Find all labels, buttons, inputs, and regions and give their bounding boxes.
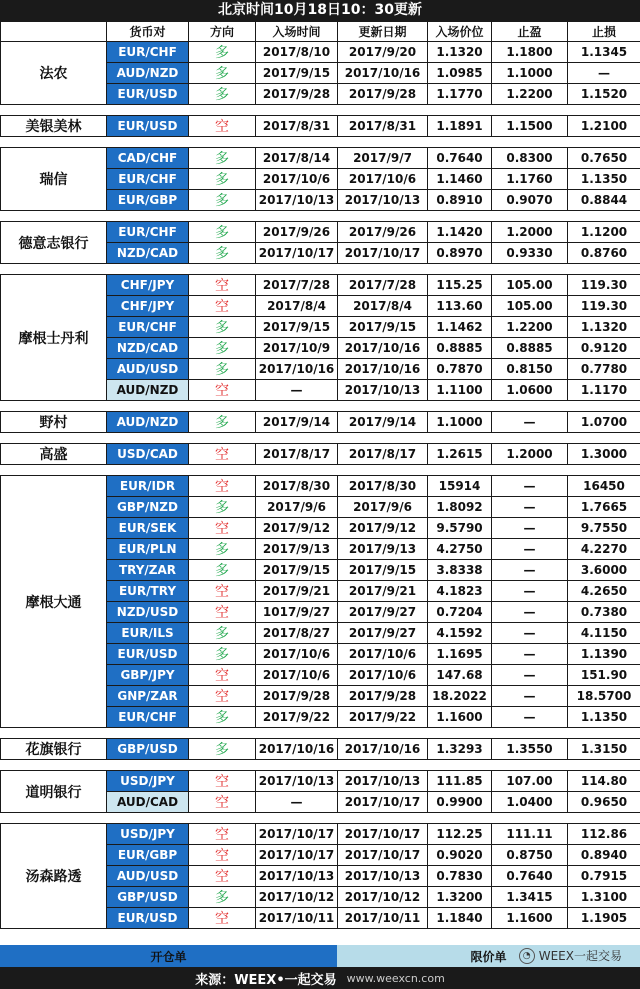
wechat-icon: ◔ (519, 948, 535, 964)
cell-entry-price: 1.1000 (427, 411, 492, 433)
cell-pair: AUD/NZD (106, 379, 189, 401)
cell-entry-date: 2017/8/30 (255, 475, 338, 497)
cell-direction: 多 (188, 62, 256, 84)
header-bank (0, 21, 107, 42)
legend-limit-orders: 限价单 (337, 945, 640, 967)
cell-direction: 空 (188, 517, 256, 539)
header-take-profit: 止盈 (491, 21, 568, 42)
cell-take-profit: 0.8750 (491, 844, 568, 866)
cell-stop-loss: 1.3150 (567, 738, 640, 760)
cell-update-date: 2017/9/22 (337, 706, 428, 728)
cell-entry-date: 2017/9/26 (255, 221, 338, 243)
cell-pair: EUR/ILS (106, 622, 189, 644)
cell-entry-date: 2017/10/6 (255, 643, 338, 665)
cell-entry-price: 1.1840 (427, 907, 492, 929)
cell-entry-date: 2017/10/12 (255, 886, 338, 908)
cell-entry-date: 2017/9/28 (255, 685, 338, 707)
cell-entry-date: 2017/10/13 (255, 770, 338, 792)
cell-stop-loss: 114.80 (567, 770, 640, 792)
cell-stop-loss: 4.1150 (567, 622, 640, 644)
cell-take-profit: — (491, 496, 568, 518)
cell-entry-price: 1.1462 (427, 316, 492, 338)
bank-name: 法农 (0, 41, 107, 105)
cell-take-profit: 1.0400 (491, 791, 568, 813)
cell-direction: 空 (188, 601, 256, 623)
cell-direction: 多 (188, 41, 256, 63)
cell-update-date: 2017/9/14 (337, 411, 428, 433)
cell-stop-loss: 1.1345 (567, 41, 640, 63)
cell-entry-price: 0.7830 (427, 865, 492, 887)
cell-direction: 空 (188, 823, 256, 845)
cell-pair: AUD/USD (106, 865, 189, 887)
bank-name: 摩根士丹利 (0, 274, 107, 401)
cell-pair: USD/JPY (106, 823, 189, 845)
bank-name: 德意志银行 (0, 221, 107, 264)
cell-entry-date: 2017/9/21 (255, 580, 338, 602)
cell-entry-price: 18.2022 (427, 685, 492, 707)
cell-pair: NZD/USD (106, 601, 189, 623)
header-direction: 方向 (188, 21, 256, 42)
cell-entry-price: 4.2750 (427, 538, 492, 560)
cell-pair: EUR/CHF (106, 221, 189, 243)
cell-entry-date: 2017/10/9 (255, 337, 338, 359)
cell-entry-price: 1.1460 (427, 168, 492, 190)
cell-entry-price: 0.8885 (427, 337, 492, 359)
cell-take-profit: — (491, 643, 568, 665)
cell-pair: TRY/ZAR (106, 559, 189, 581)
cell-stop-loss: 0.7650 (567, 147, 640, 169)
bank-name: 高盛 (0, 443, 107, 465)
footer-url[interactable]: www.weexcn.com (346, 971, 445, 985)
cell-pair: EUR/TRY (106, 580, 189, 602)
cell-direction: 多 (188, 538, 256, 560)
cell-take-profit: — (491, 517, 568, 539)
cell-pair: GBP/USD (106, 738, 189, 760)
cell-entry-price: 1.1420 (427, 221, 492, 243)
bank-name: 摩根大通 (0, 475, 107, 728)
cell-direction: 多 (188, 738, 256, 760)
table-title: 北京时间10月18日10：30更新 (0, 0, 640, 21)
cell-take-profit: 111.11 (491, 823, 568, 845)
cell-update-date: 2017/9/27 (337, 601, 428, 623)
cell-update-date: 2017/10/6 (337, 643, 428, 665)
cell-direction: 多 (188, 189, 256, 211)
cell-entry-date: 2017/9/14 (255, 411, 338, 433)
cell-entry-price: 1.3200 (427, 886, 492, 908)
cell-entry-price: 0.9020 (427, 844, 492, 866)
cell-entry-price: 1.3293 (427, 738, 492, 760)
cell-entry-price: 4.1823 (427, 580, 492, 602)
cell-pair: CAD/CHF (106, 147, 189, 169)
header-entry-date: 入场时间 (255, 21, 338, 42)
cell-entry-price: 1.1770 (427, 83, 492, 105)
cell-entry-price: 0.9900 (427, 791, 492, 813)
cell-pair: NZD/CAD (106, 337, 189, 359)
cell-entry-price: 1.1600 (427, 706, 492, 728)
cell-take-profit: 107.00 (491, 770, 568, 792)
cell-stop-loss: 1.3100 (567, 886, 640, 908)
cell-pair: EUR/PLN (106, 538, 189, 560)
cell-pair: AUD/CAD (106, 791, 189, 813)
cell-entry-date: 2017/7/28 (255, 274, 338, 296)
header-entry-price: 入场价位 (427, 21, 492, 42)
cell-entry-price: 15914 (427, 475, 492, 497)
footer (0, 967, 640, 989)
cell-entry-price: 3.8338 (427, 559, 492, 581)
cell-direction: 多 (188, 337, 256, 359)
cell-entry-date: 2017/9/6 (255, 496, 338, 518)
cell-take-profit: — (491, 601, 568, 623)
cell-entry-price: 1.1320 (427, 41, 492, 63)
cell-entry-price: 1.0985 (427, 62, 492, 84)
cell-take-profit: — (491, 559, 568, 581)
cell-update-date: 2017/8/4 (337, 295, 428, 317)
cell-stop-loss: 1.2100 (567, 115, 640, 137)
cell-entry-date: 2017/9/28 (255, 83, 338, 105)
cell-entry-price: 115.25 (427, 274, 492, 296)
cell-take-profit: 0.8300 (491, 147, 568, 169)
cell-direction: 空 (188, 770, 256, 792)
cell-take-profit: — (491, 664, 568, 686)
cell-stop-loss: 0.8940 (567, 844, 640, 866)
cell-entry-price: 0.7870 (427, 358, 492, 380)
cell-entry-date: 2017/10/13 (255, 865, 338, 887)
cell-direction: 多 (188, 221, 256, 243)
cell-pair: CHF/JPY (106, 274, 189, 296)
cell-entry-date: 2017/9/12 (255, 517, 338, 539)
cell-take-profit: 0.8885 (491, 337, 568, 359)
legend-open-orders: 开仓单 (0, 945, 337, 967)
cell-entry-price: 113.60 (427, 295, 492, 317)
cell-entry-price: 4.1592 (427, 622, 492, 644)
cell-entry-date: 2017/9/15 (255, 316, 338, 338)
cell-stop-loss: 1.1520 (567, 83, 640, 105)
cell-entry-price: 0.7640 (427, 147, 492, 169)
cell-stop-loss: 0.8844 (567, 189, 640, 211)
cell-stop-loss: 0.9650 (567, 791, 640, 813)
cell-stop-loss: 0.7780 (567, 358, 640, 380)
cell-take-profit: 1.2200 (491, 316, 568, 338)
cell-take-profit: 1.1760 (491, 168, 568, 190)
cell-take-profit: 1.2000 (491, 221, 568, 243)
cell-stop-loss: 1.0700 (567, 411, 640, 433)
cell-direction: 多 (188, 358, 256, 380)
cell-take-profit: 1.3550 (491, 738, 568, 760)
cell-take-profit: 1.1800 (491, 41, 568, 63)
cell-update-date: 2017/10/12 (337, 886, 428, 908)
cell-take-profit: 1.3415 (491, 886, 568, 908)
cell-entry-date: 2017/8/31 (255, 115, 338, 137)
cell-direction: 多 (188, 706, 256, 728)
bank-name: 道明银行 (0, 770, 107, 813)
cell-pair: EUR/GBP (106, 844, 189, 866)
cell-entry-date: 2017/10/17 (255, 844, 338, 866)
cell-stop-loss: 18.5700 (567, 685, 640, 707)
cell-update-date: 2017/10/6 (337, 168, 428, 190)
cell-update-date: 2017/10/16 (337, 358, 428, 380)
cell-pair: AUD/NZD (106, 62, 189, 84)
cell-pair: EUR/SEK (106, 517, 189, 539)
cell-entry-price: 1.8092 (427, 496, 492, 518)
cell-update-date: 2017/10/11 (337, 907, 428, 929)
cell-take-profit: — (491, 580, 568, 602)
cell-entry-date: 2017/8/4 (255, 295, 338, 317)
footer-source: 来源：WEEX•一起交易 (195, 972, 337, 988)
cell-direction: 多 (188, 411, 256, 433)
cell-stop-loss: 1.1170 (567, 379, 640, 401)
cell-entry-price: 1.1695 (427, 643, 492, 665)
cell-pair: NZD/CAD (106, 242, 189, 264)
cell-entry-date: 2017/9/13 (255, 538, 338, 560)
cell-entry-date: — (255, 791, 338, 813)
cell-stop-loss: — (567, 62, 640, 84)
cell-entry-date: 2017/8/27 (255, 622, 338, 644)
cell-pair: USD/JPY (106, 770, 189, 792)
cell-direction: 空 (188, 664, 256, 686)
cell-take-profit: 0.9330 (491, 242, 568, 264)
cell-direction: 空 (188, 907, 256, 929)
cell-direction: 空 (188, 475, 256, 497)
cell-stop-loss: 4.2650 (567, 580, 640, 602)
cell-direction: 多 (188, 643, 256, 665)
cell-pair: EUR/IDR (106, 475, 189, 497)
cell-stop-loss: 1.1905 (567, 907, 640, 929)
cell-update-date: 2017/9/15 (337, 559, 428, 581)
cell-direction: 多 (188, 622, 256, 644)
cell-stop-loss: 1.1390 (567, 643, 640, 665)
cell-update-date: 2017/9/6 (337, 496, 428, 518)
cell-pair: EUR/CHF (106, 168, 189, 190)
cell-direction: 多 (188, 559, 256, 581)
cell-update-date: 2017/10/13 (337, 770, 428, 792)
cell-direction: 空 (188, 443, 256, 465)
cell-take-profit: 1.1500 (491, 115, 568, 137)
cell-direction: 空 (188, 844, 256, 866)
cell-update-date: 2017/9/15 (337, 316, 428, 338)
cell-take-profit: 1.2000 (491, 443, 568, 465)
cell-stop-loss: 4.2270 (567, 538, 640, 560)
cell-entry-price: 1.2615 (427, 443, 492, 465)
cell-direction: 多 (188, 496, 256, 518)
cell-direction: 空 (188, 685, 256, 707)
cell-take-profit: 105.00 (491, 274, 568, 296)
cell-entry-date: 2017/10/13 (255, 189, 338, 211)
cell-take-profit: — (491, 538, 568, 560)
cell-stop-loss: 16450 (567, 475, 640, 497)
header-stop-loss: 止损 (567, 21, 640, 42)
cell-take-profit: — (491, 706, 568, 728)
cell-entry-date: 1017/9/27 (255, 601, 338, 623)
cell-update-date: 2017/9/20 (337, 41, 428, 63)
cell-entry-date: 2017/10/11 (255, 907, 338, 929)
cell-entry-date: 2017/8/17 (255, 443, 338, 465)
cell-entry-price: 0.8910 (427, 189, 492, 211)
cell-pair: GBP/JPY (106, 664, 189, 686)
cell-stop-loss: 1.3000 (567, 443, 640, 465)
cell-pair: EUR/CHF (106, 41, 189, 63)
cell-update-date: 2017/8/30 (337, 475, 428, 497)
cell-pair: EUR/USD (106, 83, 189, 105)
cell-direction: 空 (188, 580, 256, 602)
cell-pair: AUD/NZD (106, 411, 189, 433)
cell-update-date: 2017/10/13 (337, 189, 428, 211)
cell-direction: 多 (188, 147, 256, 169)
cell-stop-loss: 1.1200 (567, 221, 640, 243)
cell-update-date: 2017/9/26 (337, 221, 428, 243)
cell-take-profit: 1.0600 (491, 379, 568, 401)
bank-name: 花旗银行 (0, 738, 107, 760)
cell-take-profit: — (491, 622, 568, 644)
cell-pair: EUR/CHF (106, 316, 189, 338)
cell-take-profit: 0.9070 (491, 189, 568, 211)
cell-direction: 多 (188, 316, 256, 338)
cell-stop-loss: 0.8760 (567, 242, 640, 264)
cell-update-date: 2017/9/28 (337, 685, 428, 707)
cell-direction: 空 (188, 295, 256, 317)
cell-entry-date: 2017/8/14 (255, 147, 338, 169)
cell-update-date: 2017/10/17 (337, 844, 428, 866)
cell-entry-date: 2017/10/16 (255, 358, 338, 380)
bank-name: 汤森路透 (0, 823, 107, 929)
cell-entry-date: — (255, 379, 338, 401)
cell-entry-price: 111.85 (427, 770, 492, 792)
cell-entry-price: 0.7204 (427, 601, 492, 623)
cell-direction: 空 (188, 274, 256, 296)
cell-take-profit: 1.1000 (491, 62, 568, 84)
cell-pair: CHF/JPY (106, 295, 189, 317)
cell-entry-date: 2017/10/6 (255, 664, 338, 686)
cell-take-profit: 1.1600 (491, 907, 568, 929)
cell-update-date: 2017/10/13 (337, 379, 428, 401)
cell-entry-price: 1.1100 (427, 379, 492, 401)
cell-stop-loss: 1.1320 (567, 316, 640, 338)
cell-update-date: 2017/10/16 (337, 738, 428, 760)
cell-direction: 多 (188, 242, 256, 264)
cell-update-date: 2017/9/27 (337, 622, 428, 644)
cell-entry-date: 2017/10/16 (255, 738, 338, 760)
cell-entry-date: 2017/9/15 (255, 62, 338, 84)
cell-entry-price: 0.8970 (427, 242, 492, 264)
cell-update-date: 2017/10/17 (337, 242, 428, 264)
cell-update-date: 2017/10/17 (337, 823, 428, 845)
cell-direction: 多 (188, 886, 256, 908)
cell-entry-price: 1.1891 (427, 115, 492, 137)
cell-entry-price: 147.68 (427, 664, 492, 686)
cell-update-date: 2017/10/13 (337, 865, 428, 887)
watermark (519, 947, 622, 964)
cell-pair: AUD/USD (106, 358, 189, 380)
cell-update-date: 2017/10/16 (337, 337, 428, 359)
cell-stop-loss: 9.7550 (567, 517, 640, 539)
cell-take-profit: 105.00 (491, 295, 568, 317)
cell-pair: EUR/GBP (106, 189, 189, 211)
header-update-date: 更新日期 (337, 21, 428, 42)
cell-pair: EUR/CHF (106, 706, 189, 728)
cell-entry-price: 9.5790 (427, 517, 492, 539)
cell-direction: 空 (188, 791, 256, 813)
cell-update-date: 2017/7/28 (337, 274, 428, 296)
cell-update-date: 2017/9/12 (337, 517, 428, 539)
cell-update-date: 2017/8/31 (337, 115, 428, 137)
cell-update-date: 2017/9/7 (337, 147, 428, 169)
cell-update-date: 2017/9/13 (337, 538, 428, 560)
cell-stop-loss: 1.1350 (567, 706, 640, 728)
cell-take-profit: 0.7640 (491, 865, 568, 887)
bank-name: 野村 (0, 411, 107, 433)
bank-name: 美银美林 (0, 115, 107, 137)
cell-stop-loss: 119.30 (567, 295, 640, 317)
positions-table (0, 21, 640, 945)
cell-pair: EUR/USD (106, 643, 189, 665)
cell-take-profit: — (491, 475, 568, 497)
cell-stop-loss: 151.90 (567, 664, 640, 686)
cell-update-date: 2017/10/6 (337, 664, 428, 686)
cell-stop-loss: 3.6000 (567, 559, 640, 581)
cell-update-date: 2017/8/17 (337, 443, 428, 465)
cell-direction: 空 (188, 379, 256, 401)
bank-name: 瑞信 (0, 147, 107, 211)
cell-stop-loss: 0.7915 (567, 865, 640, 887)
cell-take-profit: — (491, 411, 568, 433)
cell-entry-date: 2017/9/22 (255, 706, 338, 728)
cell-pair: USD/CAD (106, 443, 189, 465)
cell-stop-loss: 1.1350 (567, 168, 640, 190)
cell-direction: 空 (188, 115, 256, 137)
cell-direction: 多 (188, 83, 256, 105)
cell-entry-date: 2017/10/6 (255, 168, 338, 190)
cell-take-profit: 1.2200 (491, 83, 568, 105)
cell-entry-date: 2017/9/15 (255, 559, 338, 581)
cell-pair: GNP/ZAR (106, 685, 189, 707)
cell-stop-loss: 119.30 (567, 274, 640, 296)
cell-stop-loss: 112.86 (567, 823, 640, 845)
cell-pair: EUR/USD (106, 115, 189, 137)
cell-entry-date: 2017/10/17 (255, 242, 338, 264)
cell-pair: GBP/USD (106, 886, 189, 908)
cell-stop-loss: 1.7665 (567, 496, 640, 518)
cell-pair: EUR/USD (106, 907, 189, 929)
header-pair: 货币对 (106, 21, 189, 42)
cell-stop-loss: 0.7380 (567, 601, 640, 623)
cell-pair: GBP/NZD (106, 496, 189, 518)
cell-take-profit: 0.8150 (491, 358, 568, 380)
cell-update-date: 2017/9/28 (337, 83, 428, 105)
cell-update-date: 2017/10/17 (337, 791, 428, 813)
cell-direction: 多 (188, 168, 256, 190)
watermark-text: WEEX一起交易 (538, 949, 622, 963)
cell-update-date: 2017/9/21 (337, 580, 428, 602)
cell-take-profit: — (491, 685, 568, 707)
cell-entry-date: 2017/8/10 (255, 41, 338, 63)
cell-entry-date: 2017/10/17 (255, 823, 338, 845)
cell-entry-price: 112.25 (427, 823, 492, 845)
cell-update-date: 2017/10/16 (337, 62, 428, 84)
cell-stop-loss: 0.9120 (567, 337, 640, 359)
cell-direction: 空 (188, 865, 256, 887)
